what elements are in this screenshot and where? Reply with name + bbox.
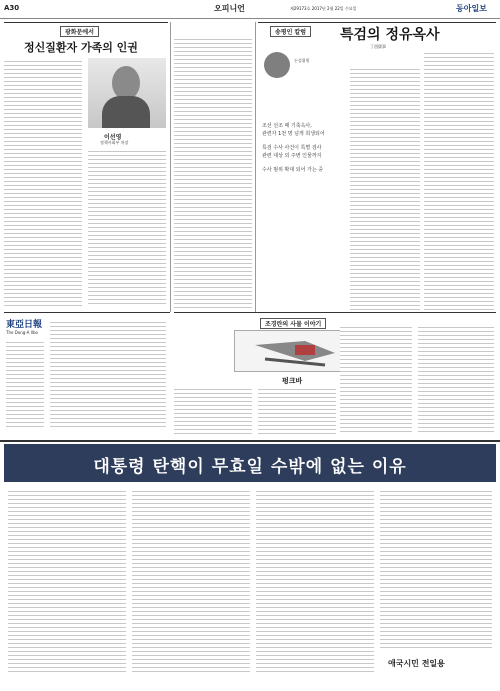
essay-body-3 [340, 324, 412, 434]
advertisement [4, 444, 496, 687]
column-body-left [4, 58, 82, 306]
issue-info: 제29173호 2017년 2월 22일 수요일 [290, 6, 357, 11]
pull-quote: 관련 대상 외 주변 인물까지 [262, 153, 322, 159]
columnist-photo [264, 52, 290, 78]
column-title: 정신질환자 가족의 인권 [24, 41, 138, 54]
essay-body-2 [258, 386, 336, 434]
paper-name: 동아일보 [456, 4, 487, 13]
ad-headline-bar [4, 444, 496, 482]
song-body-1 [350, 66, 420, 310]
essay-title: 펑크바 [282, 376, 303, 385]
pull-quote: 조선 선조 때 기축옥사, [262, 123, 312, 129]
author-role: 정책사회부 차장 [100, 140, 129, 145]
column-song [258, 22, 496, 312]
column-tag: 광화문에서 [60, 26, 99, 37]
song-title-hanja: 丁酉獄事 [370, 44, 386, 49]
column-gwanghwamun [4, 22, 168, 307]
pull-quotes [262, 122, 344, 174]
publisher-logo: 東亞日報 [6, 320, 43, 330]
columnist-role: 논설위원 [294, 58, 310, 63]
pull-quote: 관련자 1천 명 넘게 희생되어 [262, 131, 325, 137]
essay-body-1 [174, 386, 252, 434]
ad-body-1 [8, 488, 126, 674]
song-body-2 [424, 50, 494, 310]
publisher-sub: The Dong-A Ilbo [6, 330, 38, 335]
staff-list [50, 319, 166, 429]
essay-tag: 조경란의 사물 이야기 [260, 318, 326, 329]
ad-body-3 [256, 488, 374, 674]
column-body-right [88, 148, 166, 306]
masthead [0, 0, 500, 19]
author-photo [88, 58, 166, 128]
punch-tool-illustration [235, 331, 355, 371]
column-tag-song: 송평인 칼럼 [270, 26, 311, 37]
song-title: 특검의 정유옥사 [340, 27, 440, 43]
essay-image [234, 330, 356, 372]
ad-body-4 [380, 488, 492, 648]
pull-quote: 특검 수사 사건이 특별 검사 [262, 145, 322, 151]
section-title: 오피니언 [214, 4, 245, 13]
page-number: A30 [4, 4, 20, 12]
author-name: 이선영 [104, 134, 122, 141]
ad-headline: 대통령 탄핵이 무효일 수밖에 없는 이유 [93, 457, 407, 477]
ad-sponsor: 애국시민 전일용 [388, 659, 445, 668]
ad-body-2 [132, 488, 250, 674]
column-essay [174, 316, 496, 436]
essay-body-4 [418, 324, 494, 434]
column-body-mid [174, 36, 252, 308]
pull-quote: 수사 범위 확대 되어 가는 중 [262, 167, 324, 173]
publisher-info [6, 339, 44, 429]
publisher-block [4, 312, 170, 437]
